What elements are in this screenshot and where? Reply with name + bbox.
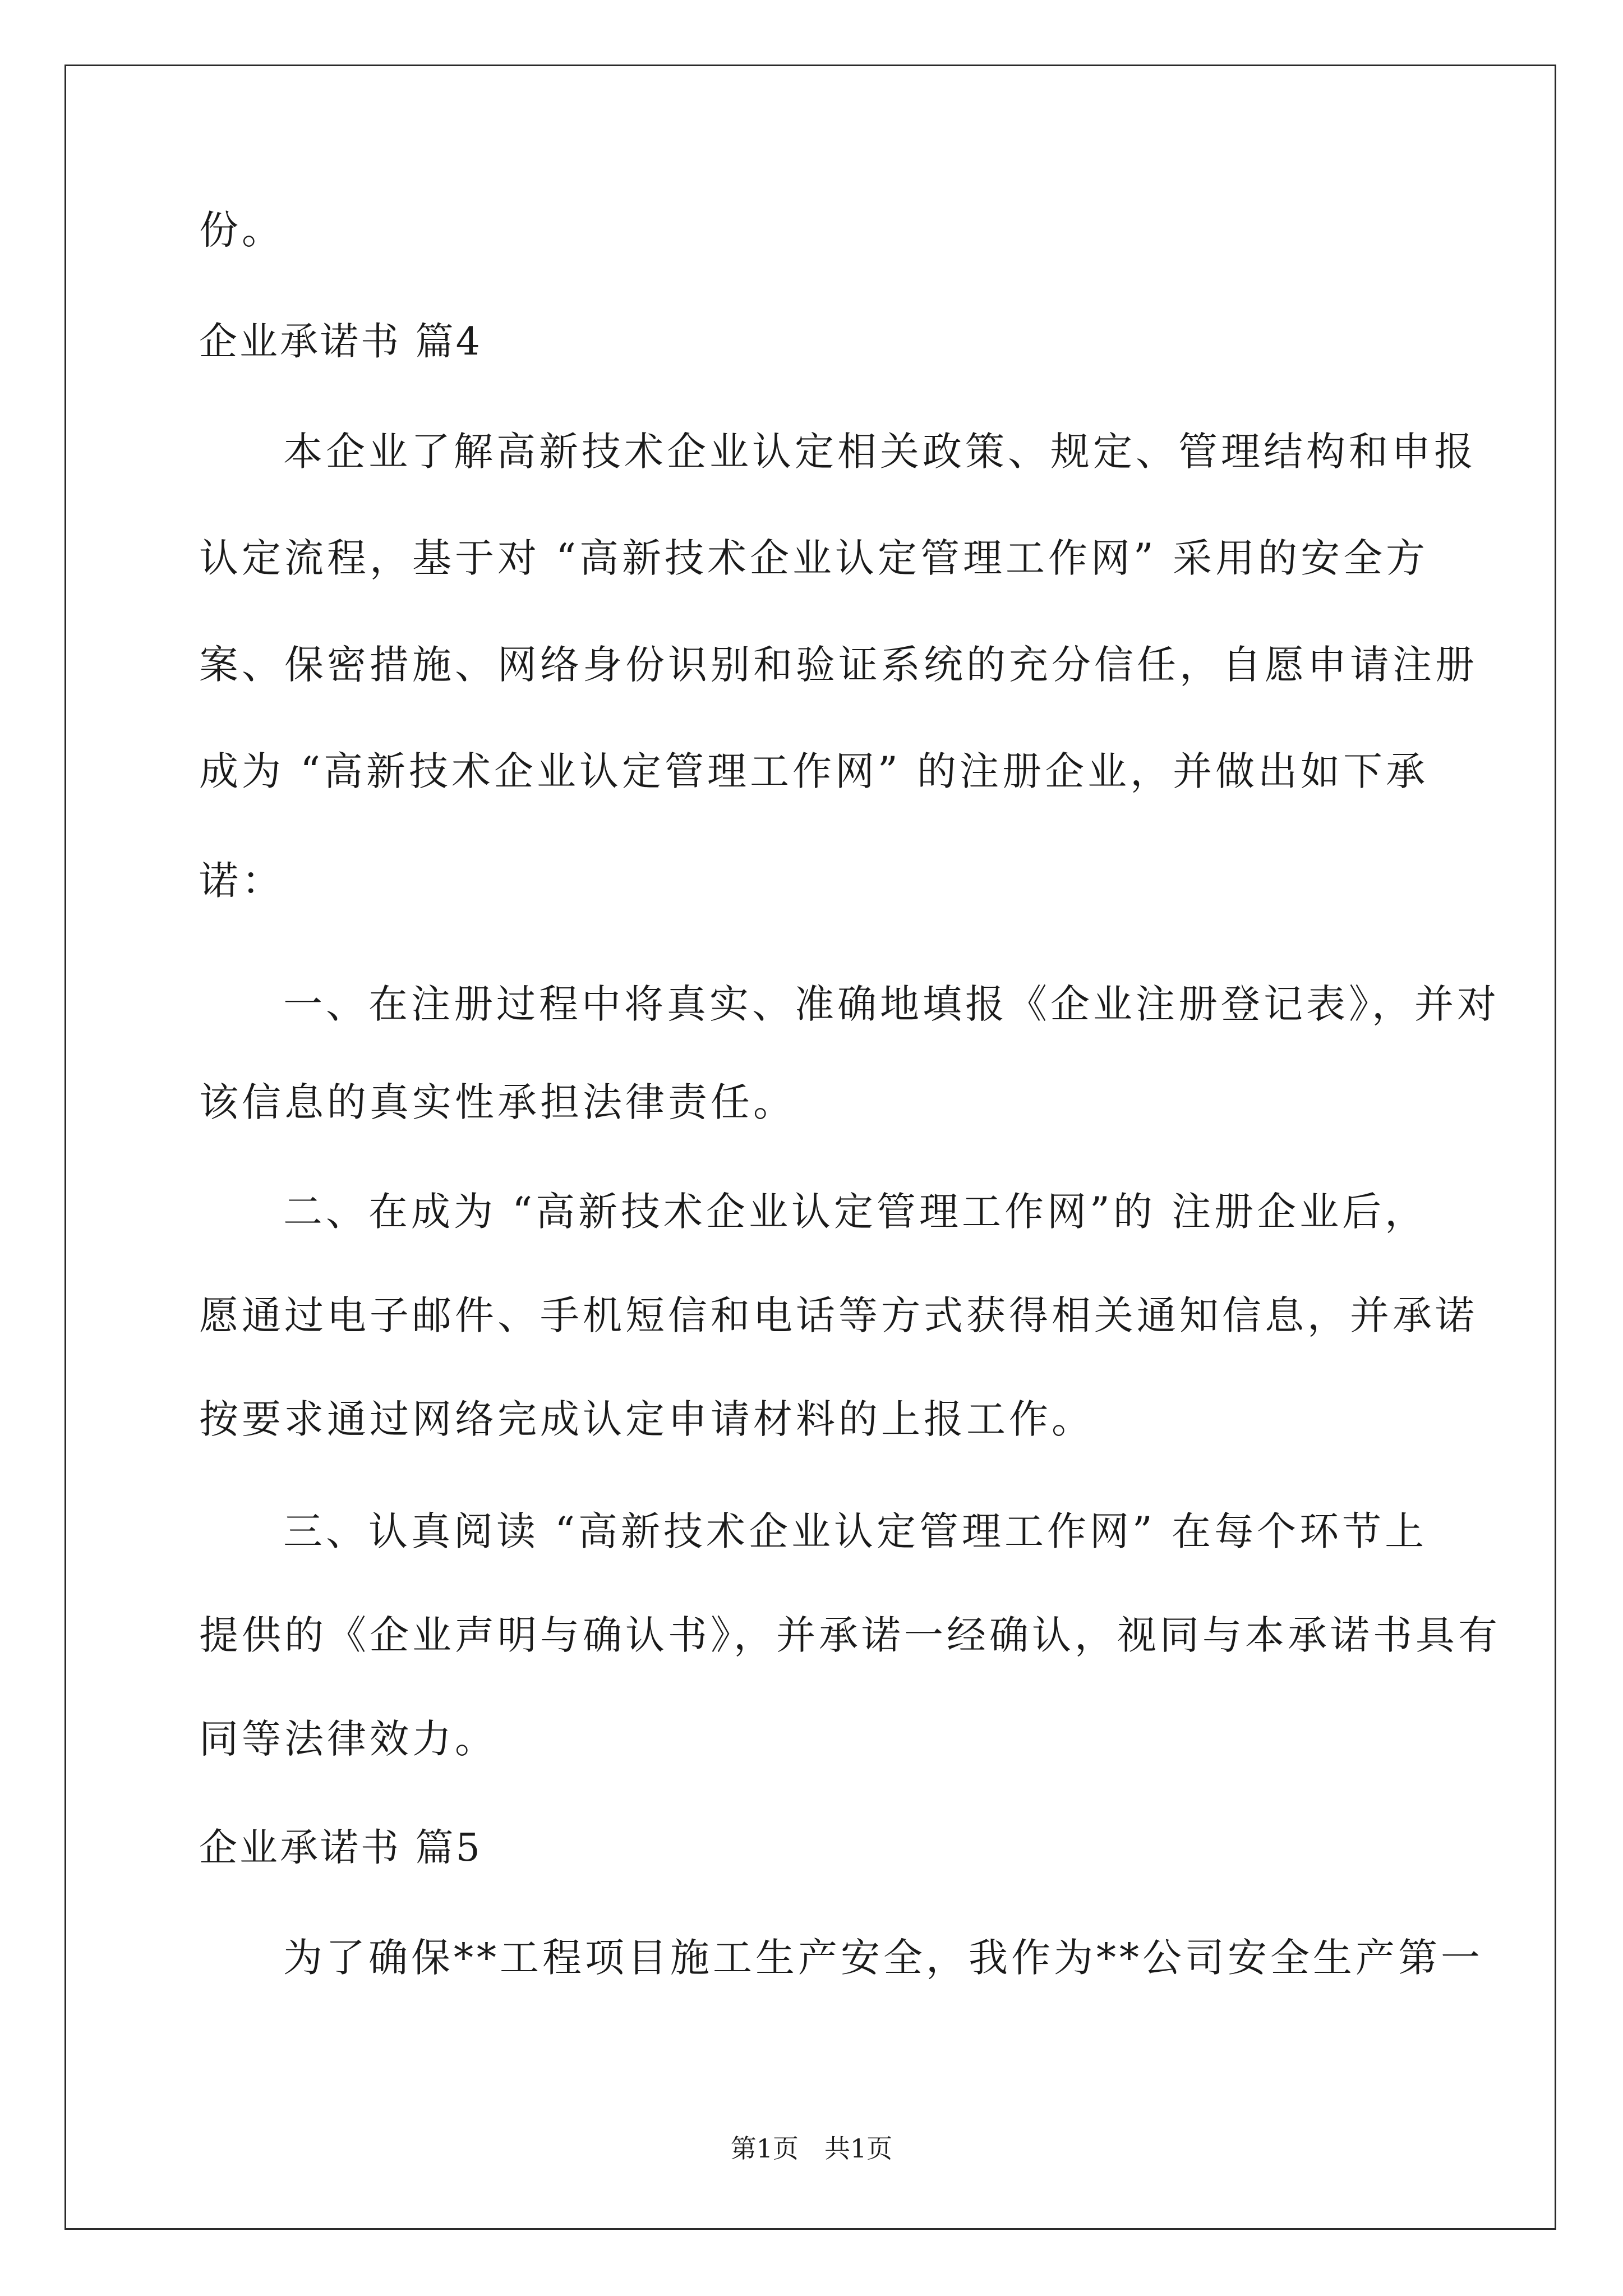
text-line: 本企业了解高新技术企业认定相关政策、规定、管理结构和申报 (283, 429, 1477, 475)
text-line: 诺： (199, 858, 284, 904)
text-line: 同等法律效力。 (199, 1716, 497, 1762)
text-line: 按要求通过网络完成认定申请材料的上报工作。 (199, 1396, 1094, 1442)
section-heading-5: 企业承诺书 篇5 (199, 1826, 482, 1870)
text-line: 二、在成为 “高新技术企业认定管理工作网”的 注册企业后， (283, 1189, 1428, 1235)
text-line: 该信息的真实性承担法律责任。 (199, 1079, 796, 1125)
text-line: 为了确保**工程项目施工生产安全，我作为**公司安全生产第一 (283, 1935, 1483, 1981)
text-line: 愿通过电子邮件、手机短信和电话等方式获得相关通知信息，并承诺 (199, 1292, 1478, 1338)
text-line: 提供的《企业声明与确认书》，并承诺一经确认，视同与本承诺书具有 (199, 1612, 1501, 1658)
text-line: 认定流程，基于对 “高新技术企业认定管理工作网” 采用的安全方 (199, 535, 1429, 581)
text-line: 案、保密措施、网络身份识别和验证系统的充分信任，自愿申请注册 (199, 642, 1478, 688)
section-heading-4: 企业承诺书 篇4 (199, 320, 482, 364)
text-line: 一、在注册过程中将真实、准确地填报《企业注册登记表》，并对 (283, 981, 1500, 1027)
text-line: 成为 “高新技术企业认定管理工作网” 的注册企业，并做出如下承 (199, 748, 1429, 794)
page-border (64, 65, 1556, 2230)
page-number-footer: 第1页 共1页 (730, 2133, 893, 2164)
text-line: 三、认真阅读 “高新技术企业认定管理工作网” 在每个环节上 (283, 1508, 1428, 1554)
text-line: 份。 (199, 207, 284, 253)
